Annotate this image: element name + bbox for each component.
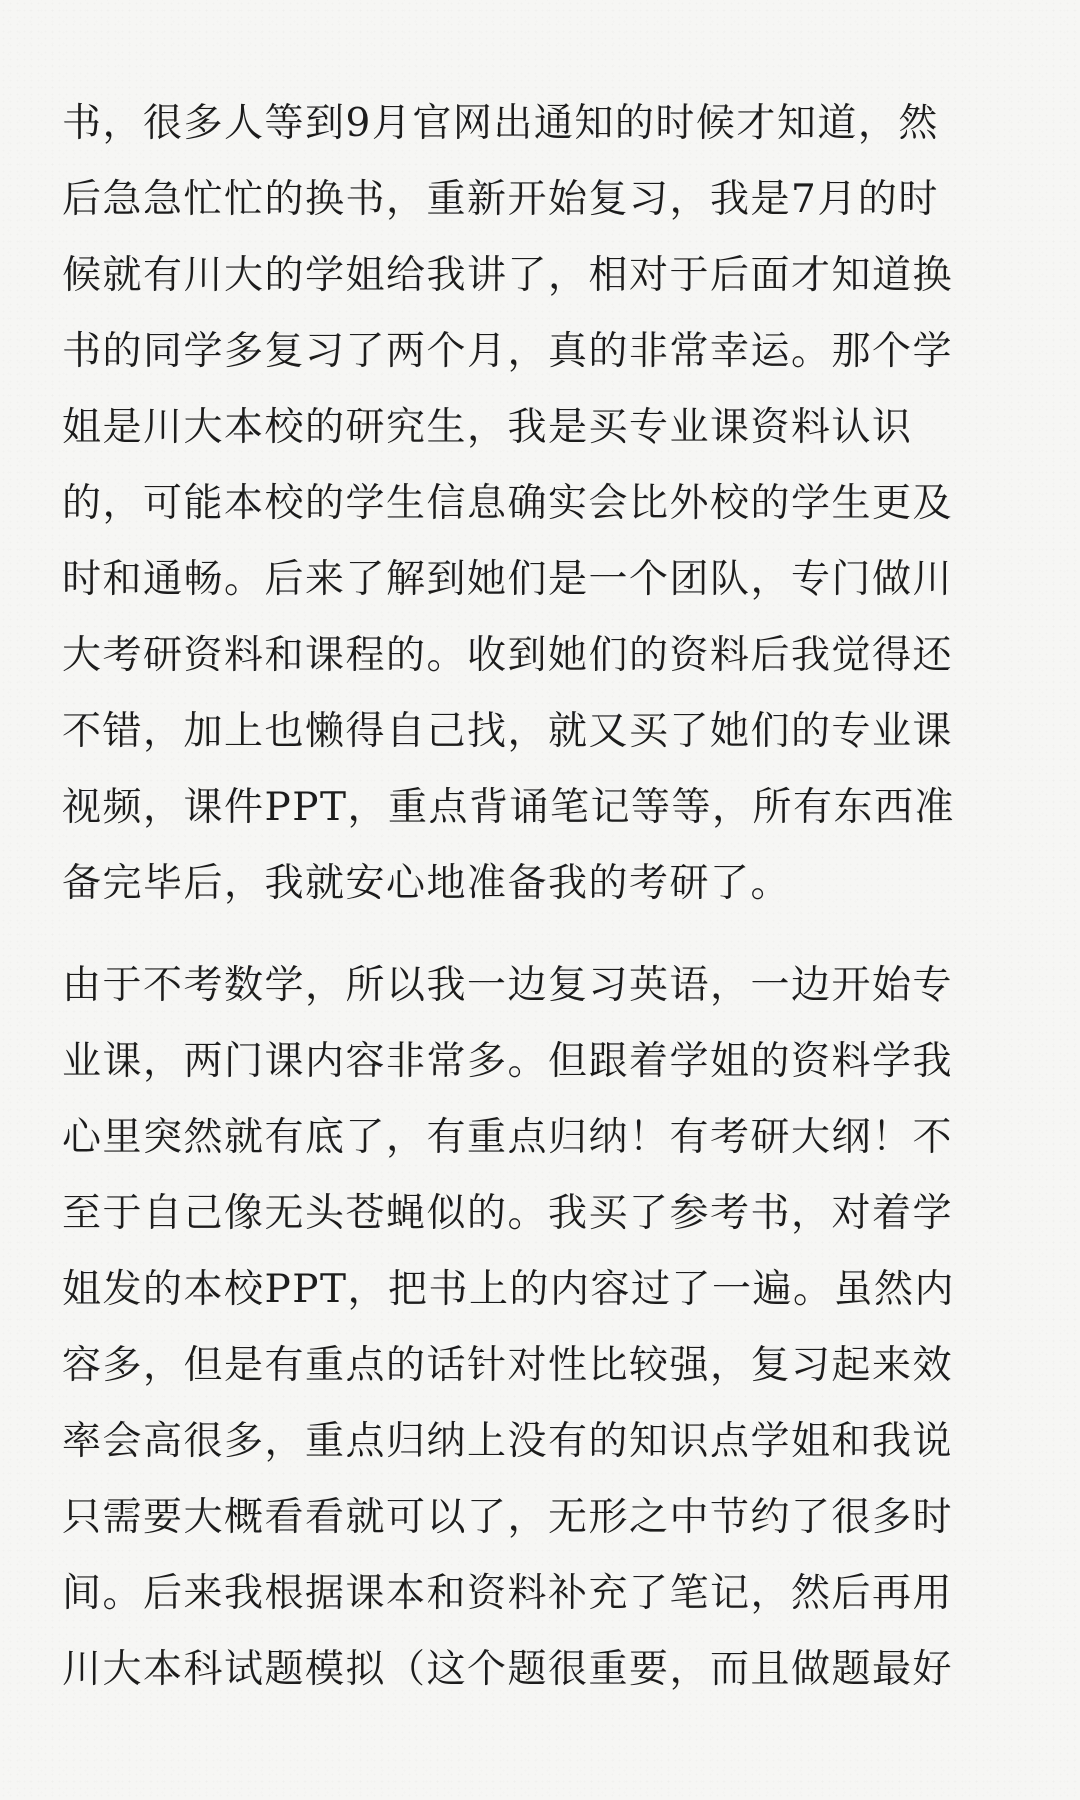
paragraph-2: [62, 948, 1022, 1708]
text-line: 时和通畅。后来了解到她们是一个团队，专门做川: [62, 557, 954, 602]
text-line: 至于自己像无头苍蝇似的。我买了参考书，对着学: [62, 1191, 954, 1236]
text-line: 川大本科试题模拟（这个题很重要，而且做题最好: [62, 1647, 954, 1692]
text-line: 率会高很多，重点归纳上没有的知识点学姐和我说: [62, 1419, 954, 1464]
text-line: 视频，课件PPT，重点背诵笔记等等，所有东西准: [62, 785, 955, 830]
text-line: 业课，两门课内容非常多。但跟着学姐的资料学我: [62, 1039, 954, 1084]
text-line: 间。后来我根据课本和资料补充了笔记，然后再用: [62, 1571, 954, 1616]
text-line: 大考研资料和课程的。收到她们的资料后我觉得还: [62, 633, 954, 678]
text-line: 的，可能本校的学生信息确实会比外校的学生更及: [62, 481, 954, 526]
text-line: 书的同学多复习了两个月，真的非常幸运。那个学: [62, 329, 954, 374]
text-line: 不错，加上也懒得自己找，就又买了她们的专业课: [62, 709, 954, 754]
text-line: 备完毕后，我就安心地准备我的考研了。: [62, 861, 792, 906]
text-line: 姐是川大本校的研究生，我是买专业课资料认识: [62, 405, 913, 450]
text-line: 候就有川大的学姐给我讲了，相对于后面才知道换: [62, 253, 954, 298]
paragraph-1: [62, 86, 1022, 922]
text-line: 只需要大概看看就可以了，无形之中节约了很多时: [62, 1495, 954, 1540]
text-line: 姐发的本校PPT，把书上的内容过了一遍。虽然内: [62, 1267, 955, 1312]
text-line: 后急急忙忙的换书，重新开始复习，我是7月的时: [62, 177, 939, 222]
text-line: 书，很多人等到9月官网出通知的时候才知道，然: [62, 101, 939, 146]
text-line: 由于不考数学，所以我一边复习英语，一边开始专: [62, 963, 954, 1008]
text-line: 心里突然就有底了，有重点归纳！有考研大纲！不: [62, 1115, 954, 1160]
text-line: 容多，但是有重点的话针对性比较强，复习起来效: [62, 1343, 954, 1388]
